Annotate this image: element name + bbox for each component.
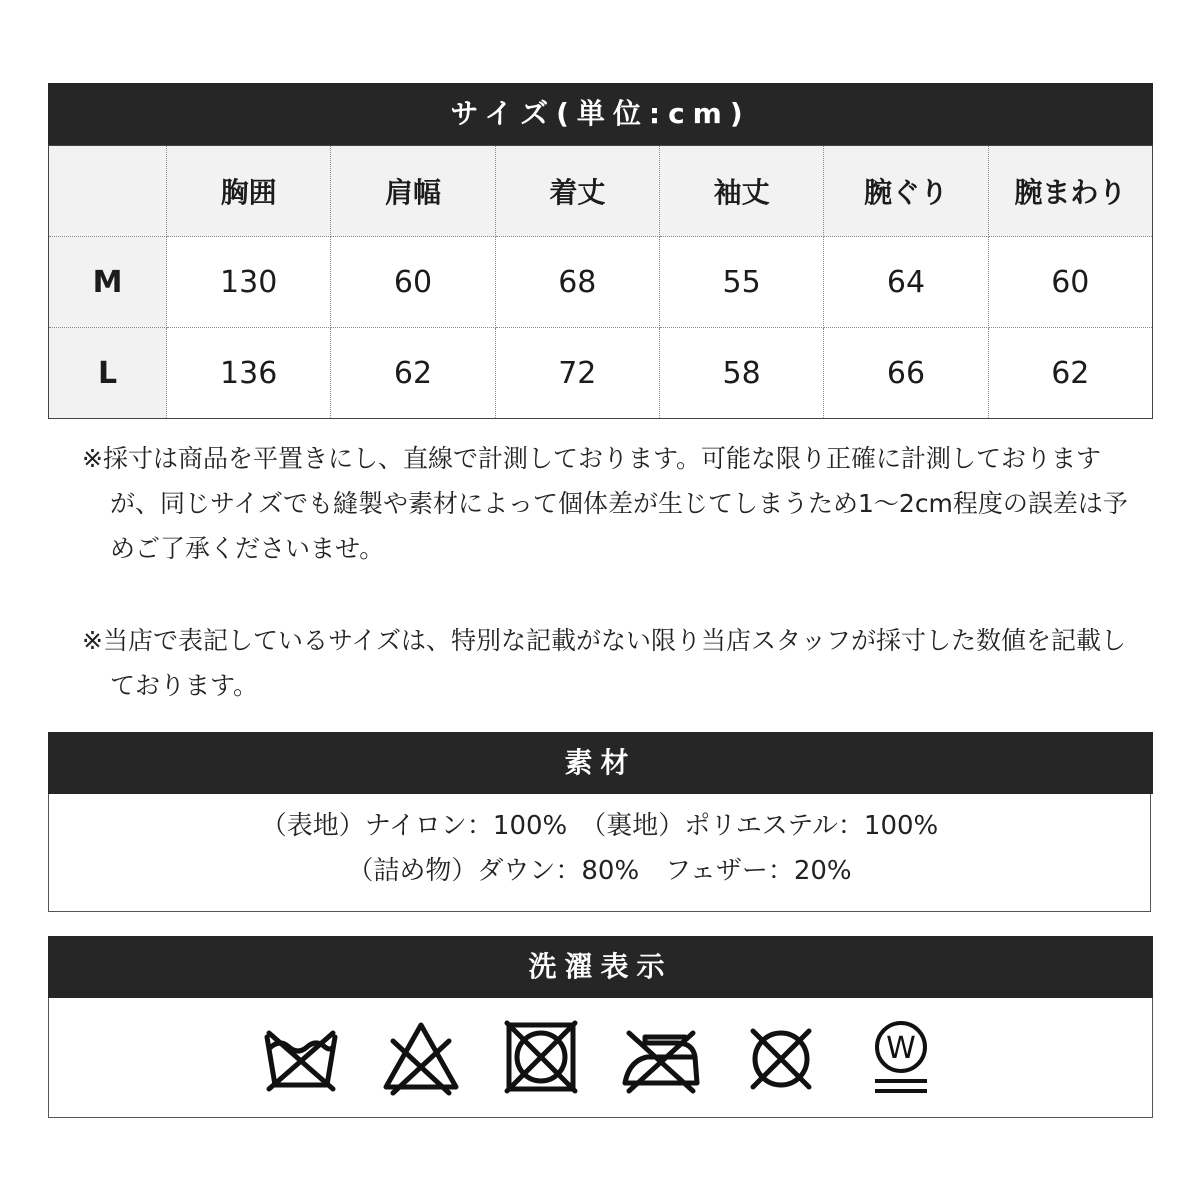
table-cell: 130 (167, 237, 331, 328)
no-iron-icon (621, 1017, 701, 1097)
care-section-title: 洗濯表示 (48, 936, 1153, 998)
material-line-shell-lining: （表地）ナイロン：100% （裏地）ポリエステル：100% (260, 811, 939, 841)
table-cell: 62 (1051, 355, 1090, 391)
no-tumble-dry-icon (501, 1017, 581, 1097)
row-label-size: L (49, 328, 167, 419)
column-header-arm-circumference: 腕まわり (988, 146, 1152, 237)
column-header-chest: 胸囲 (167, 146, 331, 237)
table-cell: 60 (988, 237, 1152, 328)
table-cell: 62 (331, 328, 495, 419)
table-cell: 64 (824, 237, 988, 328)
size-table-header (49, 146, 1153, 237)
care-icons-row (49, 998, 1152, 1116)
no-bleach-icon (381, 1017, 461, 1097)
material-box (48, 794, 1151, 912)
column-header-length: 着丈 (495, 146, 659, 237)
wet-cleaning-icon (861, 1017, 941, 1097)
table-cell: 58 (659, 328, 823, 419)
table-cell: 66 (824, 328, 988, 419)
sizing-note: ※当店で表記しているサイズは、特別な記載がない限り当店スタッフが採寸した数値を記載しております。 (82, 626, 1126, 700)
column-header-sleeve: 袖丈 (659, 146, 823, 237)
table-cell: 72 (495, 328, 659, 419)
table-cell: 55 (659, 237, 823, 328)
table-row (49, 328, 1153, 419)
size-table (48, 145, 1153, 419)
no-washing-icon (261, 1017, 341, 1097)
no-dry-clean-icon (741, 1017, 821, 1097)
column-header-armhole: 腕ぐり (824, 146, 988, 237)
table-cell: 136 (167, 328, 331, 419)
size-section-title: サイズ(単位:cm) (48, 83, 1153, 145)
material-line-filling: （詰め物）ダウン：80% フェザー：20% (347, 856, 852, 886)
header-corner-cell (49, 146, 167, 237)
row-label-size: M (49, 237, 167, 328)
wet-cleaning-letter: W (885, 1031, 916, 1066)
column-header-shoulder: 肩幅 (331, 146, 495, 237)
table-cell: 60 (331, 237, 495, 328)
material-section-title: 素材 (48, 732, 1153, 794)
measurement-note: ※採寸は商品を平置きにし、直線で計測しております。可能な限り正確に計測しておりますが、同じサイズでも縫製や素材によって個体差が生じてしまうため1〜2cm程度の誤差は予めご了承くださいませ。 (82, 444, 1128, 563)
table-row (49, 237, 1153, 328)
care-box (48, 998, 1153, 1118)
table-cell: 68 (495, 237, 659, 328)
